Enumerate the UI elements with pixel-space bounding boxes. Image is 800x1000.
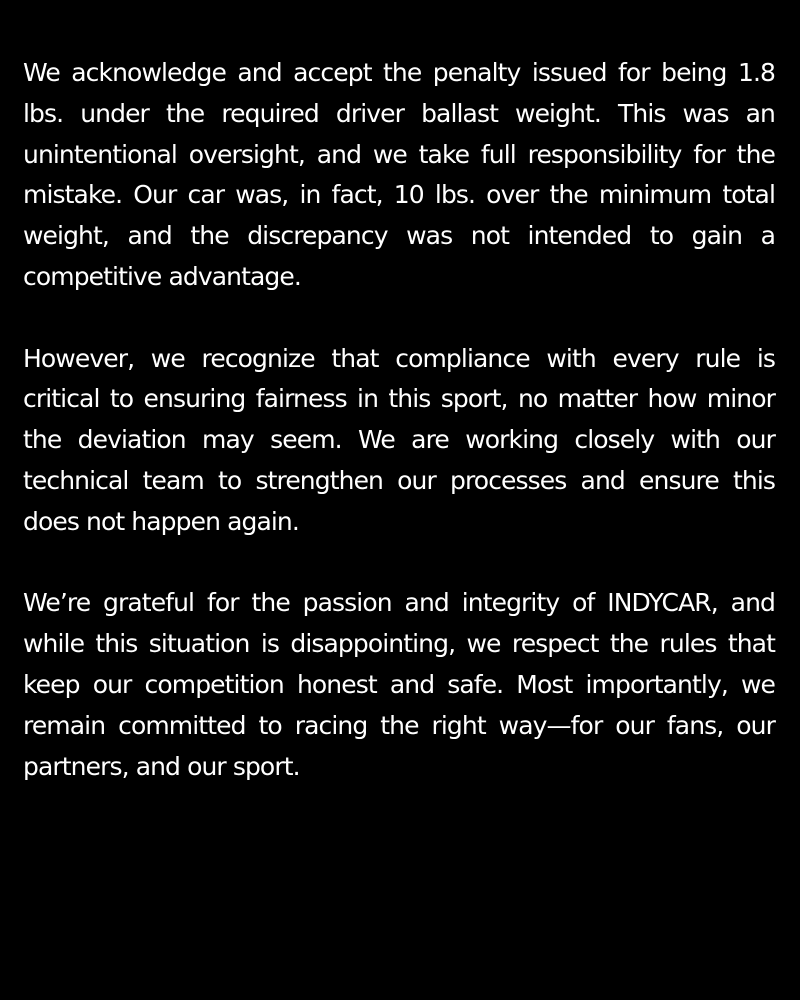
statement-paragraph-1: We acknowledge and accept the penalty issued for being 1.8 lbs. under the required driver ballast weight. This was an unintentional oversight, and we take full responsibility for the mistake. Our car was, in fact, 10 lbs. over the minimum total weight, and the discrepancy was not intended to gain a competitive advantage. (23, 58, 775, 291)
statement-paragraph-2: However, we recognize that compliance with every rule is critical to ensuring fairness in this sport, no matter how minor the deviation may seem. We are working closely with our technical team to strengthen our processes and ensure this does not happen again. (23, 343, 775, 536)
statement-paragraph-3: We’re grateful for the passion and integrity of INDYCAR, and while this situation is disappointing, we respect the rules that keep our competition honest and safe. Most importantly, we remain committed to racing the right way—for our fans, our partners, and our sport. (23, 588, 775, 781)
statement-body (23, 53, 775, 787)
